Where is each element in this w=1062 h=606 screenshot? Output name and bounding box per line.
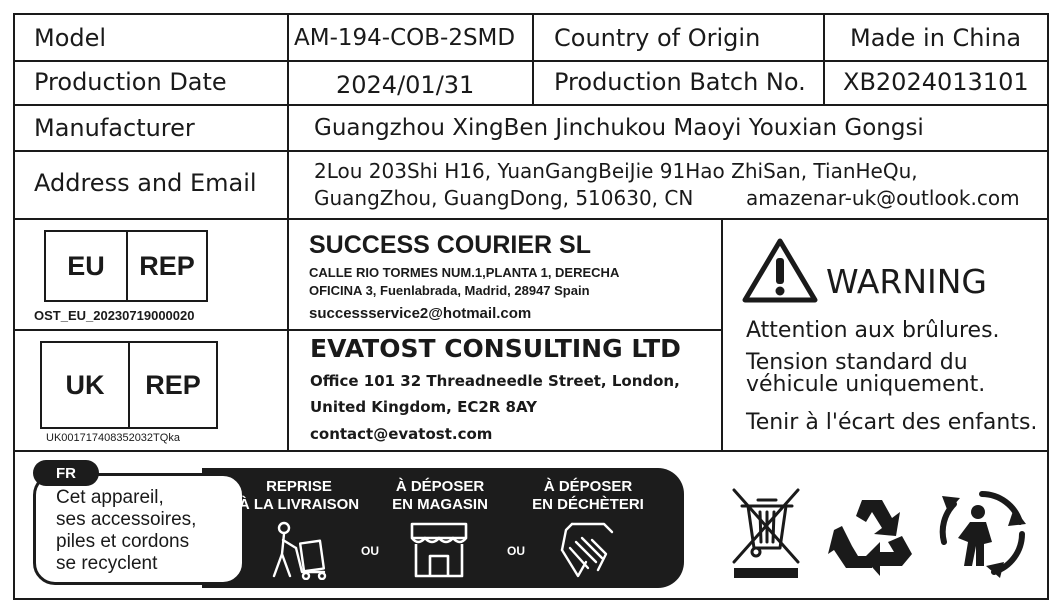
eu-rep-code: OST_EU_20230719000020 — [34, 308, 195, 323]
option3-line1: À DÉPOSER — [543, 478, 633, 495]
drop-off-icon — [552, 520, 618, 580]
uk-rep-company: EVATOST CONSULTING LTD — [310, 334, 681, 363]
column-divider — [287, 13, 289, 450]
or-label-2: OU — [507, 544, 525, 558]
row-divider — [13, 150, 1049, 152]
option1-line1: REPRISE — [266, 478, 332, 495]
recycling-intro-4: se recyclent — [56, 553, 158, 574]
address-line-1: 2Lou 203Shi H16, YuanGangBeiJie 91Hao ZhiSan, TianHeQu, — [314, 159, 918, 183]
uk-rep-address-2: United Kingdom, EC2R 8AY — [310, 398, 538, 416]
triman-icon — [934, 486, 1030, 582]
warning-line-1: Attention aux brûlures. — [746, 318, 1000, 343]
address-line-2: GuangZhou, GuangDong, 510630, CN — [314, 186, 694, 210]
column-divider — [532, 13, 534, 104]
model-value: AM-194-COB-2SMD — [294, 25, 516, 51]
address-label: Address and Email — [34, 169, 257, 197]
shop-icon — [408, 520, 470, 580]
manufacturer-value: Guangzhou XingBen Jinchukou Maoyi Youxian Gongsi — [314, 115, 924, 141]
weee-crossed-bin-icon — [730, 486, 802, 582]
eu-rep-email: successservice2@hotmail.com — [309, 305, 532, 322]
option1-line2: À LA LIVRAISON — [238, 496, 360, 513]
section-divider — [13, 450, 1049, 452]
eu-rep-badge-text: REP — [139, 250, 195, 281]
warning-title: WARNING — [826, 262, 988, 301]
recycling-intro-3: piles et cordons — [56, 531, 190, 552]
warning-line-2b: véhicule uniquement. — [746, 372, 986, 397]
manufacturer-label: Manufacturer — [34, 114, 195, 142]
row-divider — [13, 60, 1049, 62]
uk-rep-code: UK001717408352032TQka — [46, 432, 180, 444]
column-divider — [823, 13, 825, 104]
column-divider — [721, 218, 723, 450]
or-label-1: OU — [361, 544, 379, 558]
manufacturer-email: amazenar-uk@outlook.com — [746, 186, 1020, 210]
uk-badge-text: UK — [42, 343, 130, 427]
origin-label: Country of Origin — [554, 24, 761, 52]
eu-rep-address-1: CALLE RIO TORMES NUM.1,PLANTA 1, DERECHA — [309, 265, 620, 280]
batch-label: Production Batch No. — [554, 68, 806, 96]
warning-line-3: Tenir à l'écart des enfants. — [746, 410, 1038, 435]
recycling-intro-2: ses accessoires, — [56, 509, 197, 530]
eu-rep-company: SUCCESS COURIER SL — [309, 231, 591, 259]
warning-triangle-icon — [740, 236, 820, 306]
eu-badge-text: EU — [46, 232, 128, 300]
uk-rep-badge-text: REP — [145, 369, 201, 400]
uk-rep-badge — [40, 341, 218, 429]
row-divider — [13, 104, 1049, 106]
eu-rep-badge — [44, 230, 208, 302]
warning-line-2a: Tension standard du — [746, 350, 968, 375]
recycling-symbol-icon — [828, 490, 916, 578]
production-date-value: 2024/01/31 — [336, 71, 475, 99]
row-divider — [13, 218, 1049, 220]
option2-line1: À DÉPOSER — [395, 478, 485, 495]
uk-rep-email: contact@evatost.com — [310, 425, 493, 443]
origin-value: Made in China — [850, 24, 1022, 52]
model-label: Model — [34, 24, 107, 52]
production-date-label: Production Date — [34, 68, 227, 96]
rep-divider — [13, 329, 722, 331]
batch-value: XB2024013101 — [843, 68, 1029, 96]
delivery-cart-icon — [262, 520, 334, 580]
recycling-intro-1: Cet appareil, — [56, 487, 164, 508]
uk-rep-address-1: Office 101 32 Threadneedle Street, London, — [310, 372, 680, 390]
option3-line2: EN DÉCHÈTERI — [532, 496, 644, 513]
option2-line2: EN MAGASIN — [392, 496, 488, 513]
eu-rep-address-2: OFICINA 3, Fuenlabrada, Madrid, 28947 Spain — [309, 283, 590, 298]
fr-tag: FR — [33, 460, 99, 486]
